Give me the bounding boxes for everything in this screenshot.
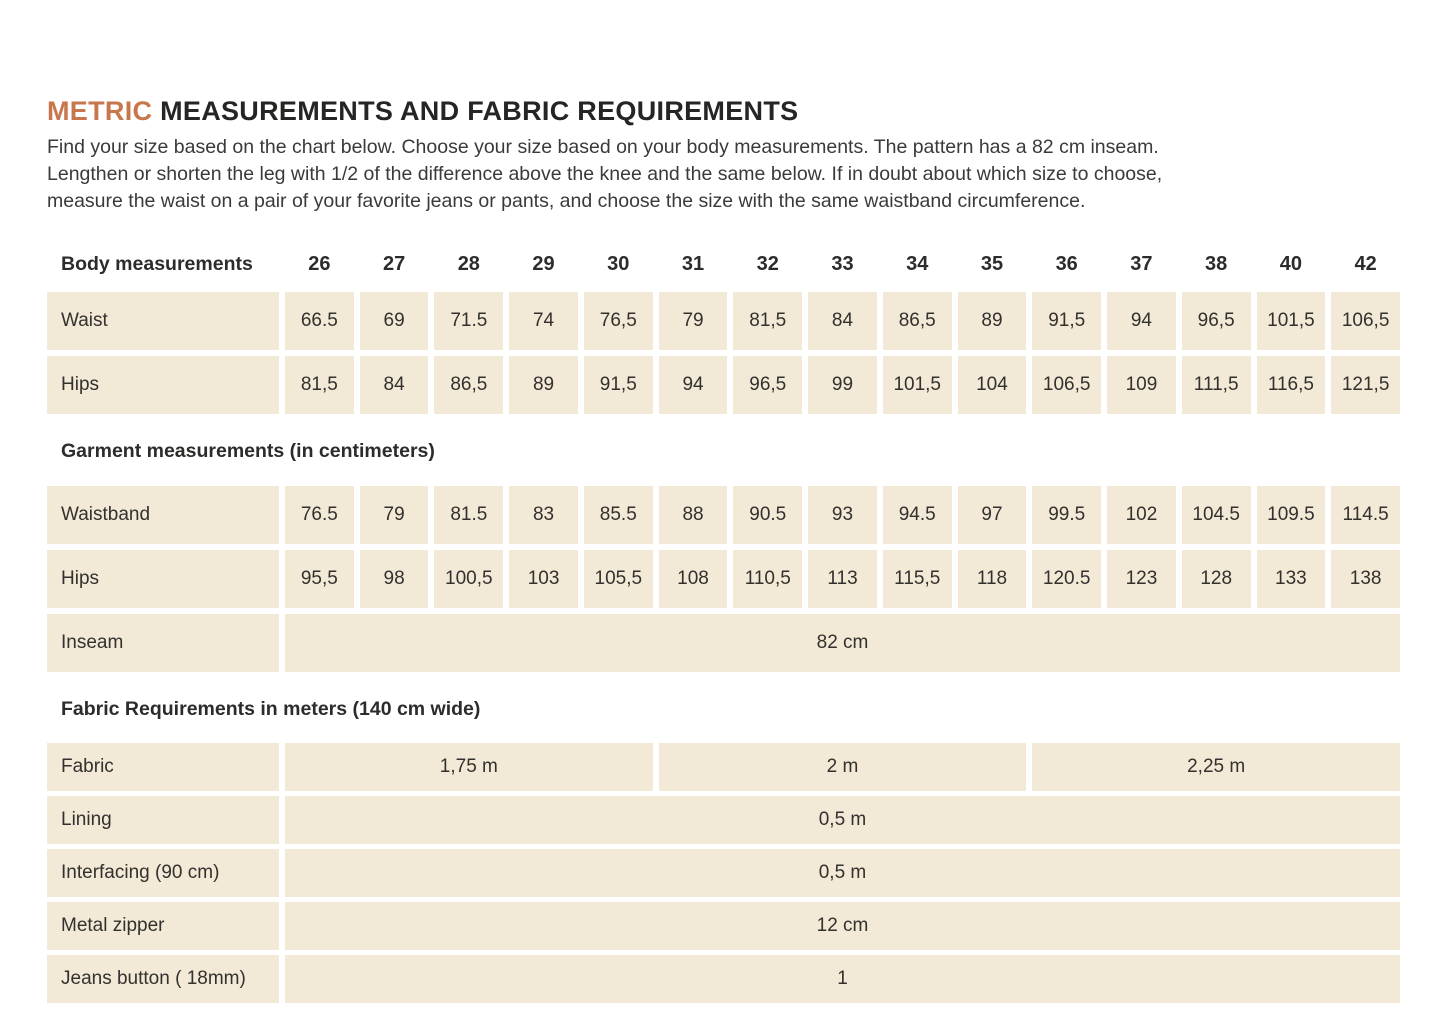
- cell-value: 71.5: [434, 292, 503, 350]
- cell-value: 79: [360, 486, 429, 544]
- cell-value: 81.5: [434, 486, 503, 544]
- cell-value: 91,5: [584, 356, 653, 414]
- cell-value: 101,5: [883, 356, 952, 414]
- cell-value: 111,5: [1182, 356, 1251, 414]
- page-title-rest: MEASUREMENTS AND FABRIC REQUIREMENTS: [152, 96, 799, 126]
- size-column-header: 27: [382, 252, 406, 275]
- size-column-header: 32: [756, 252, 779, 275]
- size-column-header: 26: [308, 252, 331, 275]
- size-column-header: 42: [1354, 252, 1377, 275]
- cell-value: 76.5: [285, 486, 354, 544]
- cell-value: 138: [1331, 550, 1400, 608]
- cell-value: 86,5: [434, 356, 503, 414]
- row-label: Hips: [47, 550, 279, 608]
- table-row: [47, 849, 1400, 897]
- row-label: Waist: [47, 292, 279, 350]
- size-column-header: 33: [831, 252, 854, 275]
- fabric-section-heading: Fabric Requirements in meters (140 cm wide): [61, 698, 481, 720]
- cell-value: 109.5: [1257, 486, 1326, 544]
- cell-value: 104: [958, 356, 1027, 414]
- row-label: Fabric: [47, 743, 279, 791]
- intro-line: Lengthen or shorten the leg with 1/2 of the difference above the knee and the same below. If in doubt about which size to choose,: [47, 163, 1163, 185]
- size-table-header: [47, 250, 1400, 278]
- cell-value: 99.5: [1032, 486, 1101, 544]
- row-label: Interfacing (90 cm): [47, 849, 279, 897]
- cell-value: 74: [509, 292, 578, 350]
- header-label: Body measurements: [61, 252, 253, 275]
- cell-value: 76,5: [584, 292, 653, 350]
- cell-value: 0,5 m: [285, 849, 1400, 897]
- intro-line: measure the waist on a pair of your favorite jeans or pants, and choose the size with the same waistband circumference.: [47, 190, 1086, 212]
- cell-value: 69: [360, 292, 429, 350]
- cell-value: 113: [808, 550, 877, 608]
- cell-value: 96,5: [1182, 292, 1251, 350]
- cell-value: 88: [659, 486, 728, 544]
- cell-value: 83: [509, 486, 578, 544]
- cell-value: 118: [958, 550, 1027, 608]
- cell-value: 66.5: [285, 292, 354, 350]
- cell-value: 84: [808, 292, 877, 350]
- table-row: [47, 550, 1400, 608]
- cell-value: 106,5: [1331, 292, 1400, 350]
- row-label: Lining: [47, 796, 279, 844]
- cell-value: 102: [1107, 486, 1176, 544]
- size-column-header: 28: [457, 252, 480, 275]
- intro-line: Find your size based on the chart below. Choose your size based on your body measurements. The pattern has a 82 cm inseam.: [47, 136, 1159, 158]
- cell-value: 99: [808, 356, 877, 414]
- row-label: Hips: [47, 356, 279, 414]
- cell-value: 105,5: [584, 550, 653, 608]
- cell-value: 96,5: [733, 356, 802, 414]
- cell-value: 108: [659, 550, 728, 608]
- table-row: [47, 955, 1400, 1003]
- cell-value: 2 m: [659, 743, 1027, 791]
- size-column-header: 36: [1055, 252, 1078, 275]
- row-label: Metal zipper: [47, 902, 279, 950]
- cell-value: 2,25 m: [1032, 743, 1400, 791]
- cell-value: 128: [1182, 550, 1251, 608]
- intro-paragraph: [47, 134, 1400, 215]
- table-row: [47, 743, 1400, 791]
- table-row: [47, 902, 1400, 950]
- cell-value: 115,5: [883, 550, 952, 608]
- cell-value: 94.5: [883, 486, 952, 544]
- cell-value: 94: [659, 356, 728, 414]
- size-column-header: 35: [980, 252, 1004, 275]
- row-label: Jeans button ( 18mm): [47, 955, 279, 1003]
- cell-value: 106,5: [1032, 356, 1101, 414]
- size-column-header: 29: [532, 252, 555, 275]
- cell-value: 123: [1107, 550, 1176, 608]
- cell-value: 116,5: [1257, 356, 1326, 414]
- size-column-header: 40: [1279, 252, 1303, 275]
- cell-value: 110,5: [733, 550, 802, 608]
- cell-value: 114.5: [1331, 486, 1400, 544]
- cell-value: 89: [509, 356, 578, 414]
- cell-value: 103: [509, 550, 578, 608]
- cell-value: 104.5: [1182, 486, 1251, 544]
- fabric-requirements-rows: [47, 743, 1400, 1003]
- size-column-header: 38: [1205, 252, 1228, 275]
- size-column-header: 30: [607, 252, 630, 275]
- row-label: Waistband: [47, 486, 279, 544]
- size-column-header: 31: [681, 252, 705, 275]
- cell-value: 0,5 m: [285, 796, 1400, 844]
- cell-value: 95,5: [285, 550, 354, 608]
- table-row: [47, 292, 1400, 350]
- page-title: [47, 96, 1400, 127]
- size-column-header: 34: [906, 252, 929, 275]
- inseam-value: 82 cm: [285, 614, 1400, 672]
- cell-value: 1: [285, 955, 1400, 1003]
- cell-value: 120.5: [1032, 550, 1101, 608]
- table-row: [47, 356, 1400, 414]
- cell-value: 85.5: [584, 486, 653, 544]
- cell-value: 91,5: [1032, 292, 1101, 350]
- table-row: [47, 486, 1400, 544]
- page-title-accent: METRIC: [47, 96, 153, 126]
- cell-value: 101,5: [1257, 292, 1326, 350]
- cell-value: 133: [1257, 550, 1326, 608]
- cell-value: 90.5: [733, 486, 802, 544]
- cell-value: 93: [808, 486, 877, 544]
- cell-value: 100,5: [434, 550, 503, 608]
- cell-value: 86,5: [883, 292, 952, 350]
- cell-value: 94: [1107, 292, 1176, 350]
- body-measurements-rows: [47, 292, 1400, 414]
- row-label: Inseam: [47, 614, 279, 672]
- cell-value: 1,75 m: [285, 743, 653, 791]
- cell-value: 89: [958, 292, 1027, 350]
- cell-value: 121,5: [1331, 356, 1400, 414]
- cell-value: 109: [1107, 356, 1176, 414]
- table-row: [47, 796, 1400, 844]
- size-column-header: 37: [1130, 252, 1153, 275]
- cell-value: 81,5: [733, 292, 802, 350]
- inseam-row: [47, 614, 1400, 672]
- garment-measurements-rows: [47, 486, 1400, 608]
- cell-value: 84: [360, 356, 429, 414]
- cell-value: 97: [958, 486, 1027, 544]
- cell-value: 81,5: [285, 356, 354, 414]
- cell-value: 12 cm: [285, 902, 1400, 950]
- garment-section-heading: Garment measurements (in centimeters): [61, 440, 435, 462]
- cell-value: 79: [659, 292, 728, 350]
- cell-value: 98: [360, 550, 429, 608]
